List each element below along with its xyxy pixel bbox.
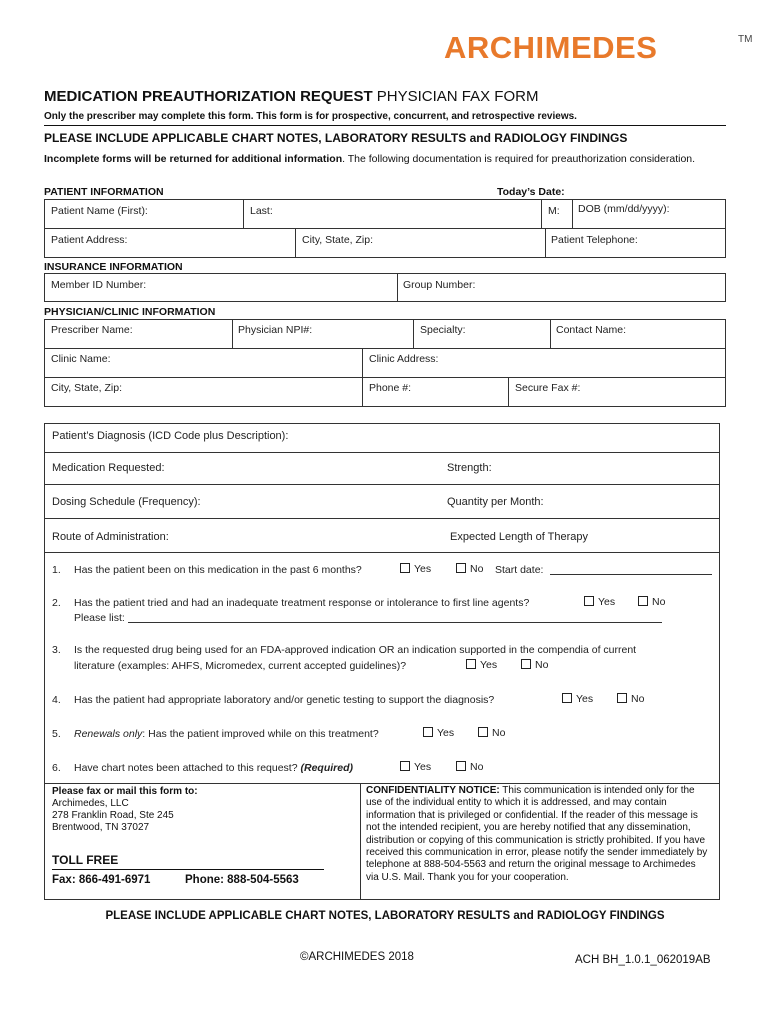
q3-yes[interactable] — [466, 659, 497, 671]
dosing-schedule-field[interactable]: Dosing Schedule (Frequency): — [52, 496, 201, 508]
contact-heading: Please fax or mail this form to: — [52, 786, 198, 797]
toll-free-label: TOLL FREE — [52, 853, 119, 867]
q5-yes[interactable] — [423, 727, 454, 739]
patient-phone-field[interactable]: Patient Telephone: — [551, 234, 638, 246]
physician-col-divider-1 — [232, 319, 233, 348]
contact-name-field[interactable]: Contact Name: — [556, 324, 627, 336]
physician-heading: PHYSICIAN/CLINIC INFORMATION — [44, 306, 216, 318]
contact-line1: Archimedes, LLC — [52, 798, 129, 809]
expected-length-field[interactable]: Expected Length of Therapy — [450, 531, 589, 543]
form-title-bold: MEDICATION PREAUTHORIZATION REQUEST — [44, 88, 373, 105]
patient-col-divider-2 — [541, 199, 542, 228]
patient-last-name-field[interactable]: Last: — [250, 205, 273, 217]
q6-no[interactable] — [456, 761, 483, 773]
toll-free-underline — [52, 869, 324, 870]
q3-no[interactable] — [521, 659, 548, 671]
physician-npi-field[interactable]: Physician NPI#: — [238, 324, 313, 336]
q3-yes-checkbox[interactable] — [466, 659, 476, 669]
q5-text — [74, 727, 379, 742]
confidentiality-heading: CONFIDENTIALITY NOTICE: — [366, 785, 500, 796]
q6-text-main: Have chart notes been attached to this request? — [74, 762, 301, 774]
insurance-col-divider — [397, 273, 398, 302]
form-title-rest: PHYSICIAN FAX FORM — [372, 88, 539, 105]
insurance-box — [44, 273, 726, 302]
q1-start-date-input[interactable] — [550, 574, 712, 575]
patient-dob-field[interactable]: DOB (mm/dd/yyyy): — [578, 203, 670, 215]
copyright: ©ARCHIMEDES 2018 — [300, 951, 414, 963]
q1-text: Has the patient been on this medication in the past 6 months? — [74, 564, 362, 576]
physician-row-divider-2 — [44, 377, 726, 378]
clinic-phone-field[interactable]: Phone #: — [369, 382, 412, 394]
physician-col-divider-3 — [550, 319, 551, 348]
incomplete-bold: Incomplete forms will be returned for additional information — [44, 153, 343, 165]
patient-info-heading: PATIENT INFORMATION — [44, 186, 164, 198]
q2-no-label: No — [652, 596, 666, 608]
q2-no[interactable] — [638, 596, 665, 608]
q5-yes-checkbox[interactable] — [423, 727, 433, 737]
physician-col-divider-2 — [413, 319, 414, 348]
physician-row-divider-1 — [44, 348, 726, 349]
q1-yes-label: Yes — [414, 563, 432, 575]
include-header: PLEASE INCLUDE APPLICABLE CHART NOTES, LABORATORY RESULTS and RADIOLOGY FINDINGS — [44, 131, 628, 145]
contact-line2: 278 Franklin Road, Ste 245 — [52, 810, 174, 821]
q2-yes-label: Yes — [598, 596, 616, 608]
q3-no-checkbox[interactable] — [521, 659, 531, 669]
q1-no-checkbox[interactable] — [456, 563, 466, 573]
q6-number: 6. — [52, 762, 61, 774]
q3-no-label: No — [535, 659, 549, 671]
med-row-divider-2 — [44, 484, 720, 485]
q6-yes-label: Yes — [414, 761, 432, 773]
strength-field[interactable]: Strength: — [447, 462, 492, 474]
q1-yes[interactable] — [400, 563, 431, 575]
q5-number: 5. — [52, 728, 61, 740]
q1-number: 1. — [52, 564, 61, 576]
patient-address-field[interactable]: Patient Address: — [51, 234, 128, 246]
clinic-city-field[interactable]: City, State, Zip: — [51, 382, 122, 394]
med-row-divider-4 — [44, 552, 720, 553]
route-field[interactable]: Route of Administration: — [52, 531, 169, 543]
q5-no-checkbox[interactable] — [478, 727, 488, 737]
bottom-include-header: PLEASE INCLUDE APPLICABLE CHART NOTES, LABORATORY RESULTS and RADIOLOGY FINDINGS — [105, 910, 665, 922]
q6-yes-checkbox[interactable] — [400, 761, 410, 771]
q5-renewals-only: Renewals only — [74, 728, 143, 740]
confidentiality-body: This communication is intended only for the use of the individual entity to which it is addressed, and may contain information that is privileged or confidential. If the reader of this message is not the intended recipient, you are hereby notified that any dissemination, distribution or copying of this communication is strictly prohibited. If you have received this communication in error, please notify the sender immediately by telephone at 888-504-5563 and return the original message to Archimedes via U.S. Mail. Thank you for your cooperation. — [366, 785, 708, 883]
patient-col-divider-1 — [243, 199, 244, 228]
q2-yes[interactable] — [584, 596, 615, 608]
secure-fax-field[interactable]: Secure Fax #: — [515, 382, 581, 394]
q5-yes-label: Yes — [437, 727, 455, 739]
todays-date-label: Today’s Date: — [497, 186, 565, 198]
clinic-address-field[interactable]: Clinic Address: — [369, 353, 439, 365]
med-row-divider-3 — [44, 518, 720, 519]
patient-col-divider-3 — [572, 199, 573, 228]
clinic-name-field[interactable]: Clinic Name: — [51, 353, 111, 365]
patient-col-divider-5 — [545, 228, 546, 258]
contact-fax: Fax: 866-491-6971 — [52, 874, 151, 886]
prescriber-name-field[interactable]: Prescriber Name: — [51, 324, 133, 336]
q1-no-label: No — [470, 563, 484, 575]
contact-line3: Brentwood, TN 37027 — [52, 822, 150, 833]
q6-no-checkbox[interactable] — [456, 761, 466, 771]
q6-required: (Required) — [300, 762, 353, 774]
q3-text-line2: literature (examples: AHFS, Micromedex, current accepted guidelines)? — [74, 660, 407, 672]
archimedes-logo: ARCHIMEDES — [444, 30, 658, 65]
q4-no[interactable] — [617, 693, 644, 705]
q6-yes[interactable] — [400, 761, 431, 773]
q6-no-label: No — [470, 761, 484, 773]
q4-yes-checkbox[interactable] — [562, 693, 572, 703]
specialty-field[interactable]: Specialty: — [420, 324, 466, 336]
q3-text-line1: Is the requested drug being used for an FDA-approved indication OR an indication supported in the compendia of current — [74, 644, 637, 656]
q4-yes-label: Yes — [576, 693, 594, 705]
q5-no-label: No — [492, 727, 506, 739]
medication-requested-field[interactable]: Medication Requested: — [52, 462, 165, 474]
contact-phone: Phone: 888-504-5563 — [185, 874, 299, 886]
q4-text: Has the patient had appropriate laboratory and/or genetic testing to support the diagnosis? — [74, 694, 495, 706]
q2-list-label: Please list: — [74, 612, 125, 624]
patient-mi-field[interactable]: M: — [548, 205, 560, 217]
q6-text — [74, 761, 353, 776]
q4-no-label: No — [631, 693, 645, 705]
patient-city-field[interactable]: City, State, Zip: — [302, 234, 373, 246]
quantity-field[interactable]: Quantity per Month: — [447, 496, 544, 508]
q2-yes-checkbox[interactable] — [584, 596, 594, 606]
confidentiality-notice — [366, 785, 708, 884]
q2-text: Has the patient tried and had an inadequate treatment response or intolerance to first line agents? — [74, 597, 530, 609]
physician-col-divider-5 — [508, 377, 509, 407]
footer-col-divider — [360, 783, 361, 900]
physician-col-divider-4 — [362, 348, 363, 407]
patient-first-name-field[interactable]: Patient Name (First): — [51, 205, 148, 217]
patient-col-divider-4 — [295, 228, 296, 258]
insurance-heading: INSURANCE INFORMATION — [44, 261, 183, 273]
q2-number: 2. — [52, 597, 61, 609]
q1-no[interactable] — [456, 563, 483, 575]
q1-yes-checkbox[interactable] — [400, 563, 410, 573]
q5-text-rest: : Has the patient improved while on this treatment? — [142, 728, 379, 740]
form-subtitle: Only the prescriber may complete this form. This form is for prospective, concurrent, and retrospective reviews. — [44, 111, 577, 122]
incomplete-notice — [44, 153, 724, 166]
trademark: TM — [738, 34, 753, 45]
member-id-field[interactable]: Member ID Number: — [51, 279, 147, 291]
q4-no-checkbox[interactable] — [617, 693, 627, 703]
q3-yes-label: Yes — [480, 659, 498, 671]
q4-yes[interactable] — [562, 693, 593, 705]
patient-row-divider — [44, 228, 726, 229]
q2-list-input[interactable] — [128, 622, 662, 623]
q2-no-checkbox[interactable] — [638, 596, 648, 606]
q5-no[interactable] — [478, 727, 505, 739]
q3-number: 3. — [52, 644, 61, 656]
form-title — [44, 88, 538, 105]
q1-start-date-label: Start date: — [495, 564, 544, 576]
title-divider — [44, 125, 726, 126]
document-code: ACH BH_1.0.1_062019AB — [575, 954, 711, 966]
diagnosis-field[interactable]: Patient’s Diagnosis (ICD Code plus Description): — [52, 430, 289, 442]
med-row-divider-1 — [44, 452, 720, 453]
incomplete-rest: . The following documentation is required for preauthorization consideration. — [342, 153, 696, 165]
q4-number: 4. — [52, 694, 61, 706]
group-number-field[interactable]: Group Number: — [403, 279, 476, 291]
